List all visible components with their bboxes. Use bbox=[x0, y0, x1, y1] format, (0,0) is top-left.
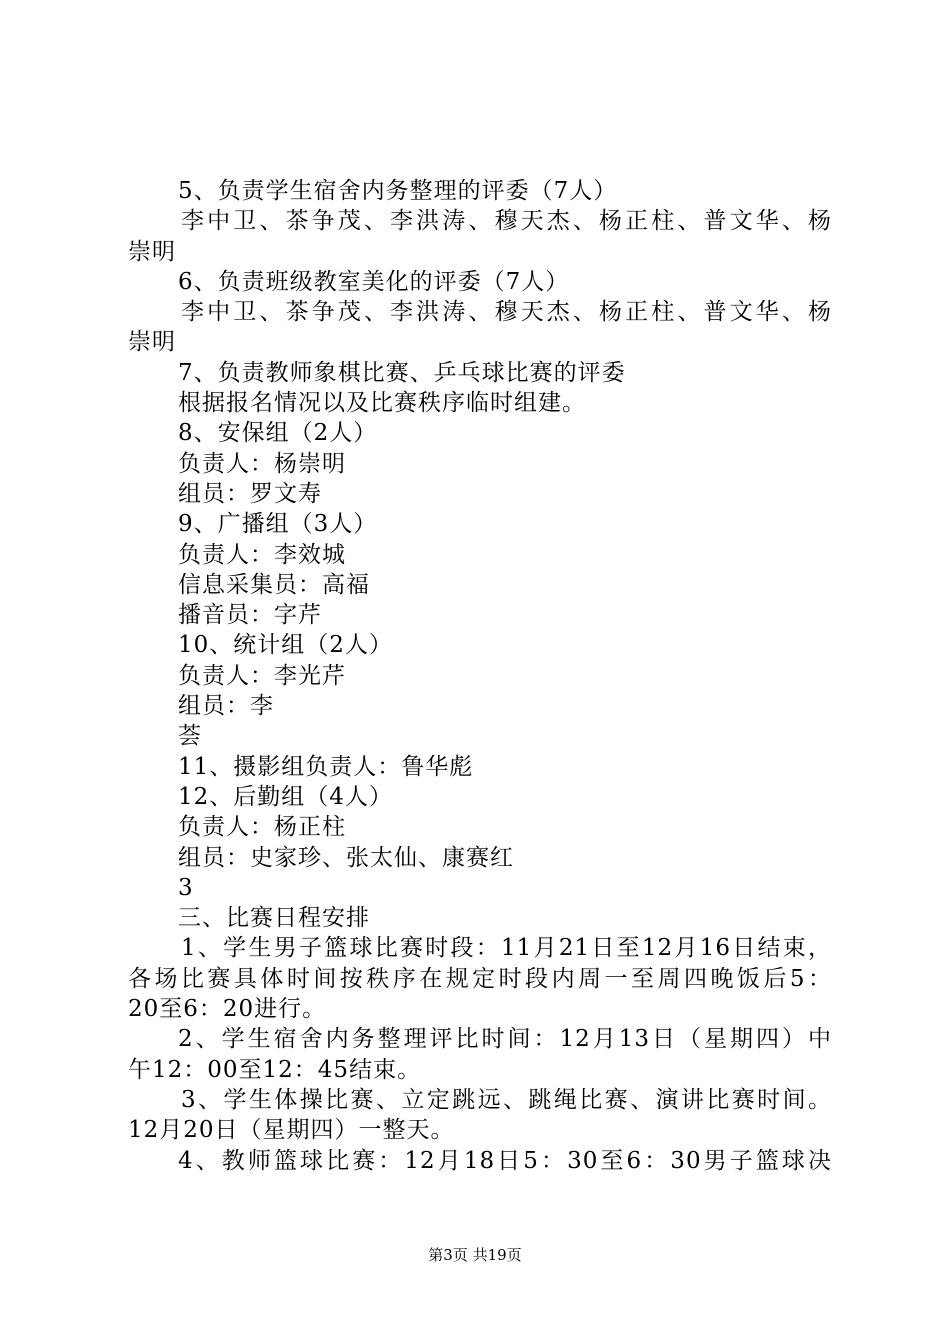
text-line: 根据报名情况以及比赛秩序临时组建。 bbox=[178, 390, 586, 417]
text-line: 12月20日（星期四）一整天。 bbox=[128, 1117, 455, 1144]
text-line: 9、广播组（3人） bbox=[178, 511, 378, 538]
text-line: 李中卫、茶争茂、李洪涛、穆天杰、杨正柱、普文华、杨 bbox=[181, 299, 832, 326]
text-line: 6、负责班级教室美化的评委（7人） bbox=[178, 268, 570, 295]
text-line: 3、学生体操比赛、立定跳远、跳绳比赛、演讲比赛时间。 bbox=[181, 1086, 832, 1113]
text-line: 3 bbox=[178, 874, 194, 901]
text-line: 崇明 bbox=[128, 238, 176, 265]
text-line: 组员：史家珍、张太仙、康赛红 bbox=[178, 844, 514, 871]
text-line: 7、负责教师象棋比赛、乒乓球比赛的评委 bbox=[178, 359, 626, 386]
text-line: 组员：罗文寿 bbox=[178, 480, 322, 507]
text-line: 4、教师篮球比赛：12月18日5：30至6：30男子篮球决 bbox=[178, 1147, 832, 1174]
text-line: 组员：李 bbox=[178, 693, 274, 720]
text-line: 2、学生宿舍内务整理评比时间：12月13日（星期四）中 bbox=[178, 1026, 832, 1053]
text-line: 崇明 bbox=[128, 329, 176, 356]
text-line: 12、后勤组（4人） bbox=[178, 783, 393, 810]
text-line: 负责人：李光芹 bbox=[178, 662, 346, 689]
text-line: 播音员：字芹 bbox=[178, 602, 322, 629]
text-line: 负责人：李效城 bbox=[178, 541, 346, 568]
text-line: 20至6：20进行。 bbox=[128, 996, 327, 1023]
page-footer: 第3页 共19页 bbox=[428, 1246, 522, 1264]
text-line: 各场比赛具体时间按秩序在规定时段内周一至周四晚饭后5： bbox=[128, 965, 832, 992]
text-line: 8、安保组（2人） bbox=[178, 420, 378, 447]
text-line: 10、统计组（2人） bbox=[178, 632, 393, 659]
section-heading: 三、比赛日程安排 bbox=[178, 905, 370, 932]
document-body bbox=[128, 176, 832, 1176]
text-line: 荟 bbox=[178, 723, 202, 750]
text-line: 5、负责学生宿舍内务整理的评委（7人） bbox=[178, 178, 618, 204]
text-line: 信息采集员：高福 bbox=[178, 571, 370, 598]
text-line: 午12：00至12：45结束。 bbox=[128, 1056, 422, 1083]
text-line: 负责人：杨崇明 bbox=[178, 450, 346, 477]
text-line: 负责人：杨正柱 bbox=[178, 814, 346, 841]
text-line: 李中卫、茶争茂、李洪涛、穆天杰、杨正柱、普文华、杨 bbox=[181, 208, 832, 235]
text-line: 11、摄影组负责人：鲁华彪 bbox=[178, 753, 474, 780]
text-line: 1、学生男子篮球比赛时段：11月21日至12月16日结束， bbox=[181, 935, 832, 962]
